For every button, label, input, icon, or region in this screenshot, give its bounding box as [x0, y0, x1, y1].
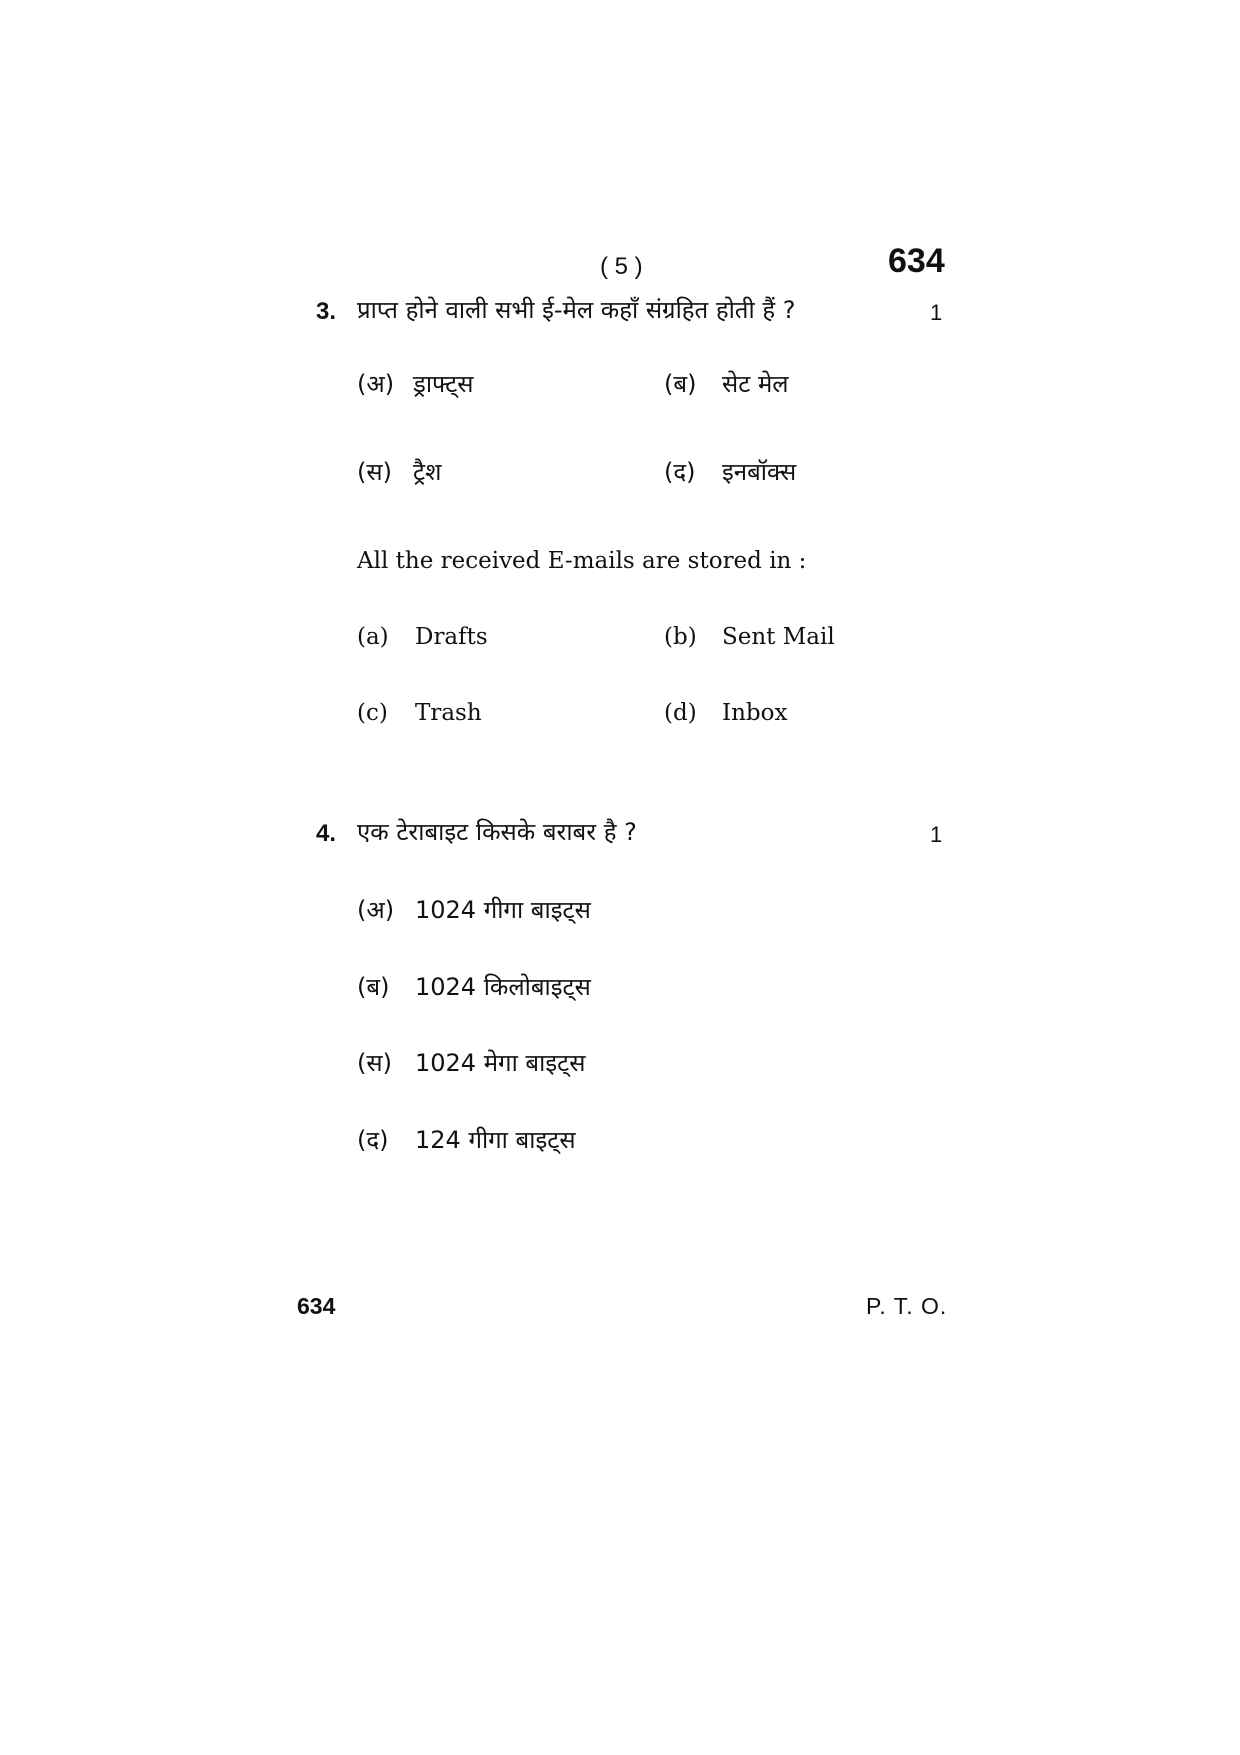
paper-code-footer: 634: [297, 1293, 336, 1319]
option-label: (स): [357, 1049, 392, 1077]
option-label: (b): [664, 624, 697, 650]
option-text: Inbox: [722, 700, 788, 726]
option-text: Sent Mail: [722, 624, 835, 650]
question-number: 4.: [316, 820, 337, 847]
option-text: ट्रैश: [413, 458, 442, 486]
option-label: (ब): [664, 370, 697, 398]
question-number: 3.: [316, 298, 337, 325]
option-text: सेट मेल: [722, 370, 789, 398]
option-label: (d): [664, 700, 697, 726]
question-text-hindi: प्राप्त होने वाली सभी ई-मेल कहाँ संग्रहित होती हैं ?: [357, 296, 796, 324]
page-number: ( 5 ): [600, 253, 643, 280]
option-text: Drafts: [415, 624, 488, 650]
paper-code-header: 634: [888, 242, 945, 280]
question-text-english: All the received E-mails are stored in :: [357, 548, 807, 574]
option-text: 1024 किलोबाइट्स: [415, 973, 591, 1001]
option-label: (c): [357, 700, 388, 726]
option-text: इनबॉक्स: [722, 458, 797, 486]
option-text: 124 गीगा बाइट्स: [415, 1126, 576, 1154]
option-label: (a): [357, 624, 389, 650]
pto-note: P. T. O.: [866, 1293, 948, 1319]
option-label: (स): [357, 458, 392, 486]
question-marks: 1: [930, 300, 943, 325]
option-text: 1024 गीगा बाइट्स: [415, 896, 591, 924]
option-label: (ब): [357, 973, 390, 1001]
option-label: (अ): [357, 370, 395, 398]
option-text: Trash: [415, 700, 482, 726]
question-text-hindi: एक टेराबाइट किसके बराबर है ?: [357, 818, 637, 846]
question-marks: 1: [930, 822, 943, 847]
option-label: (अ): [357, 896, 395, 924]
option-label: (द): [357, 1126, 389, 1154]
option-text: 1024 मेगा बाइट्स: [415, 1049, 586, 1077]
option-label: (द): [664, 458, 696, 486]
option-text: ड्राफ्ट्स: [413, 370, 474, 398]
